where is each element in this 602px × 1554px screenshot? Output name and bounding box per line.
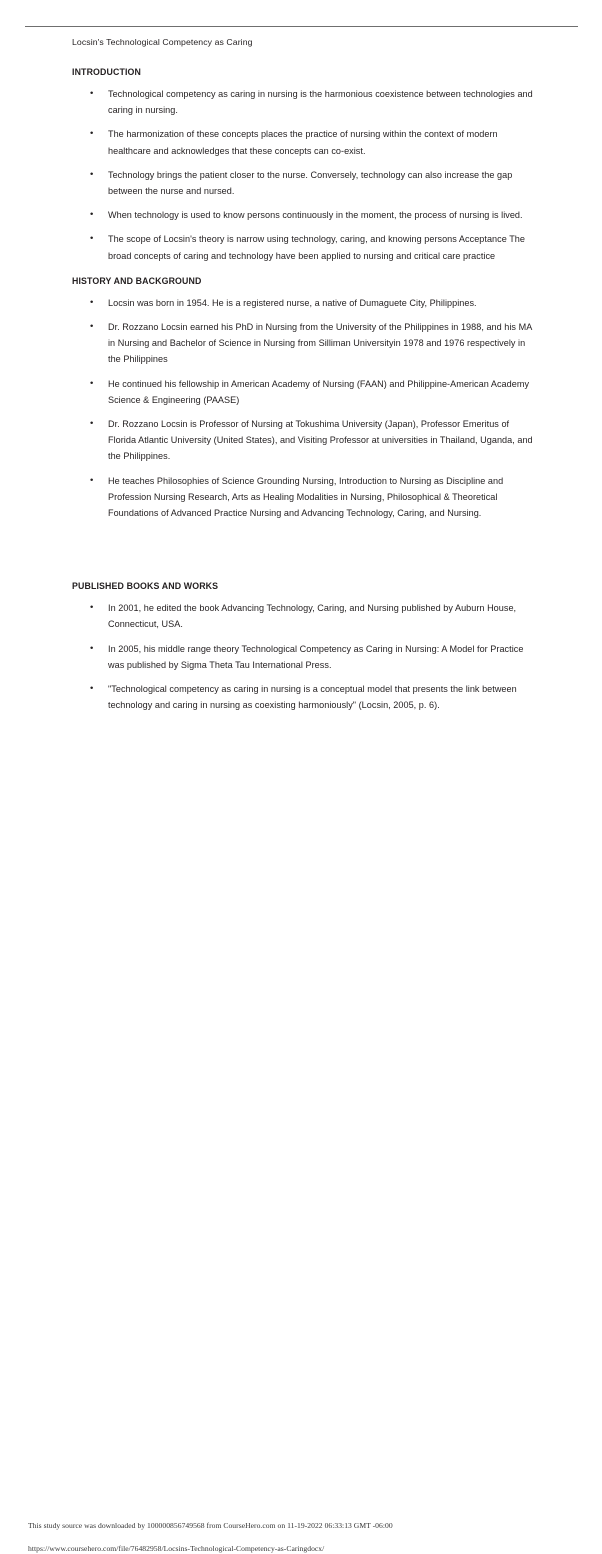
bullet-icon: •	[90, 377, 94, 389]
download-notice: This study source was downloaded by 100000856749568 from CourseHero.com on 11-19-2022 06:33:13 GMT -06:00	[28, 1521, 393, 1530]
section-heading-introduction: INTRODUCTION	[72, 67, 142, 77]
list-item-text: He teaches Philosophies of Science Grounding Nursing, Introduction to Nursing as Discipline and Profession Nursing Research, Arts as Healing Modalities in Nursing, Philosophical & Theoretical Foundations of Advanced Practice Nursing and Advancing Technology, Caring, and Nursing.	[108, 475, 504, 519]
list-item-text: Dr. Rozzano Locsin earned his PhD in Nursing from the University of the Philippines in 1988, and his MA in Nursing and Bachelor of Science in Nursing from Silliman Universityin 1978 and 1976 respectively in the Philippines	[108, 322, 532, 365]
list-item	[72, 641, 536, 673]
bullet-icon: •	[90, 418, 94, 430]
document-body	[72, 66, 536, 713]
header-divider	[25, 26, 578, 27]
list-item-text: The scope of Locsin's theory is narrow using technology, caring, and knowing persons Acceptance The broad concepts of caring and technology have been applied to nursing and critical care practice	[108, 234, 525, 261]
list-item-text: Dr. Rozzano Locsin is Professor of Nursing at Tokushima University (Japan), Professor Emeritus of Florida Atlantic University (United States), and Visiting Professor at universities in Thailand, Uganda, and the Philippines.	[108, 419, 533, 462]
source-url[interactable]: https://www.coursehero.com/file/76482958/Locsins-Technological-Competency-as-Caringdocx/	[28, 1544, 325, 1553]
list-item-text: When technology is used to know persons continuously in the moment, the process of nursing is lived.	[108, 210, 523, 221]
list-item	[72, 681, 536, 713]
bullet-list-introduction	[72, 86, 536, 264]
list-item	[72, 416, 536, 465]
list-item	[72, 207, 536, 223]
list-item	[72, 231, 536, 263]
list-item-text: "Technological competency as caring in nursing is a conceptual model that presents the link between technology and caring in nursing as coexisting harmoniously" (Locsin, 2005, p. 6).	[108, 684, 517, 711]
section-heading-published-books-and-works: PUBLISHED BOOKS AND WORKS	[72, 581, 219, 592]
bullet-icon: •	[90, 209, 94, 221]
section-published-books-and-works	[72, 580, 536, 713]
list-item-text: The harmonization of these concepts places the practice of nursing within the context of modern healthcare and acknowledges that these concepts can co-exist.	[108, 129, 498, 156]
section-spacer	[72, 264, 536, 275]
list-item-text: Technology brings the patient closer to the nurse. Conversely, technology can also increase the gap between the nurse and nursed.	[108, 169, 513, 197]
list-item	[72, 319, 536, 368]
list-item-text: In 2001, he edited the book Advancing Technology, Caring, and Nursing published by Auburn House, Connecticut, USA.	[108, 603, 517, 630]
bullet-list-published-books-and-works	[72, 600, 536, 713]
list-item	[72, 600, 536, 632]
bullet-icon: •	[90, 233, 94, 245]
bullet-icon: •	[90, 321, 94, 333]
list-item	[72, 295, 536, 311]
list-item	[72, 126, 536, 158]
list-item	[72, 167, 536, 199]
bullet-icon: •	[90, 683, 94, 695]
section-introduction	[72, 66, 536, 264]
bullet-icon: •	[90, 296, 94, 308]
section-heading-history-and-background: HISTORY AND BACKGROUND	[72, 275, 202, 286]
list-item	[72, 473, 536, 522]
list-item-text: He continued his fellowship in American Academy of Nursing (FAAN) and Philippine-American Academy Science & Engineering (PAASE)	[108, 378, 530, 405]
bullet-icon: •	[90, 128, 94, 140]
list-item	[72, 376, 536, 408]
section-spacer	[72, 521, 536, 580]
bullet-icon: •	[90, 602, 94, 614]
bullet-icon: •	[90, 474, 94, 486]
bullet-icon: •	[90, 642, 94, 654]
bullet-icon: •	[90, 168, 94, 180]
list-item-text: Technological competency as caring in nursing is the harmonious coexistence between technologies and caring in nursing.	[108, 89, 533, 116]
list-item	[72, 86, 536, 118]
bullet-icon: •	[90, 88, 94, 99]
section-history-and-background	[72, 275, 536, 521]
list-item-text: In 2005, his middle range theory Technological Competency as Caring in Nursing: A Model for Practice was published by Sigma Theta Tau International Press.	[108, 643, 524, 670]
bullet-list-history-and-background	[72, 295, 536, 521]
running-head: Locsin's Technological Competency as Caring	[72, 37, 253, 47]
list-item-text: Locsin was born in 1954. He is a registered nurse, a native of Dumaguete City, Philippines.	[108, 297, 477, 308]
